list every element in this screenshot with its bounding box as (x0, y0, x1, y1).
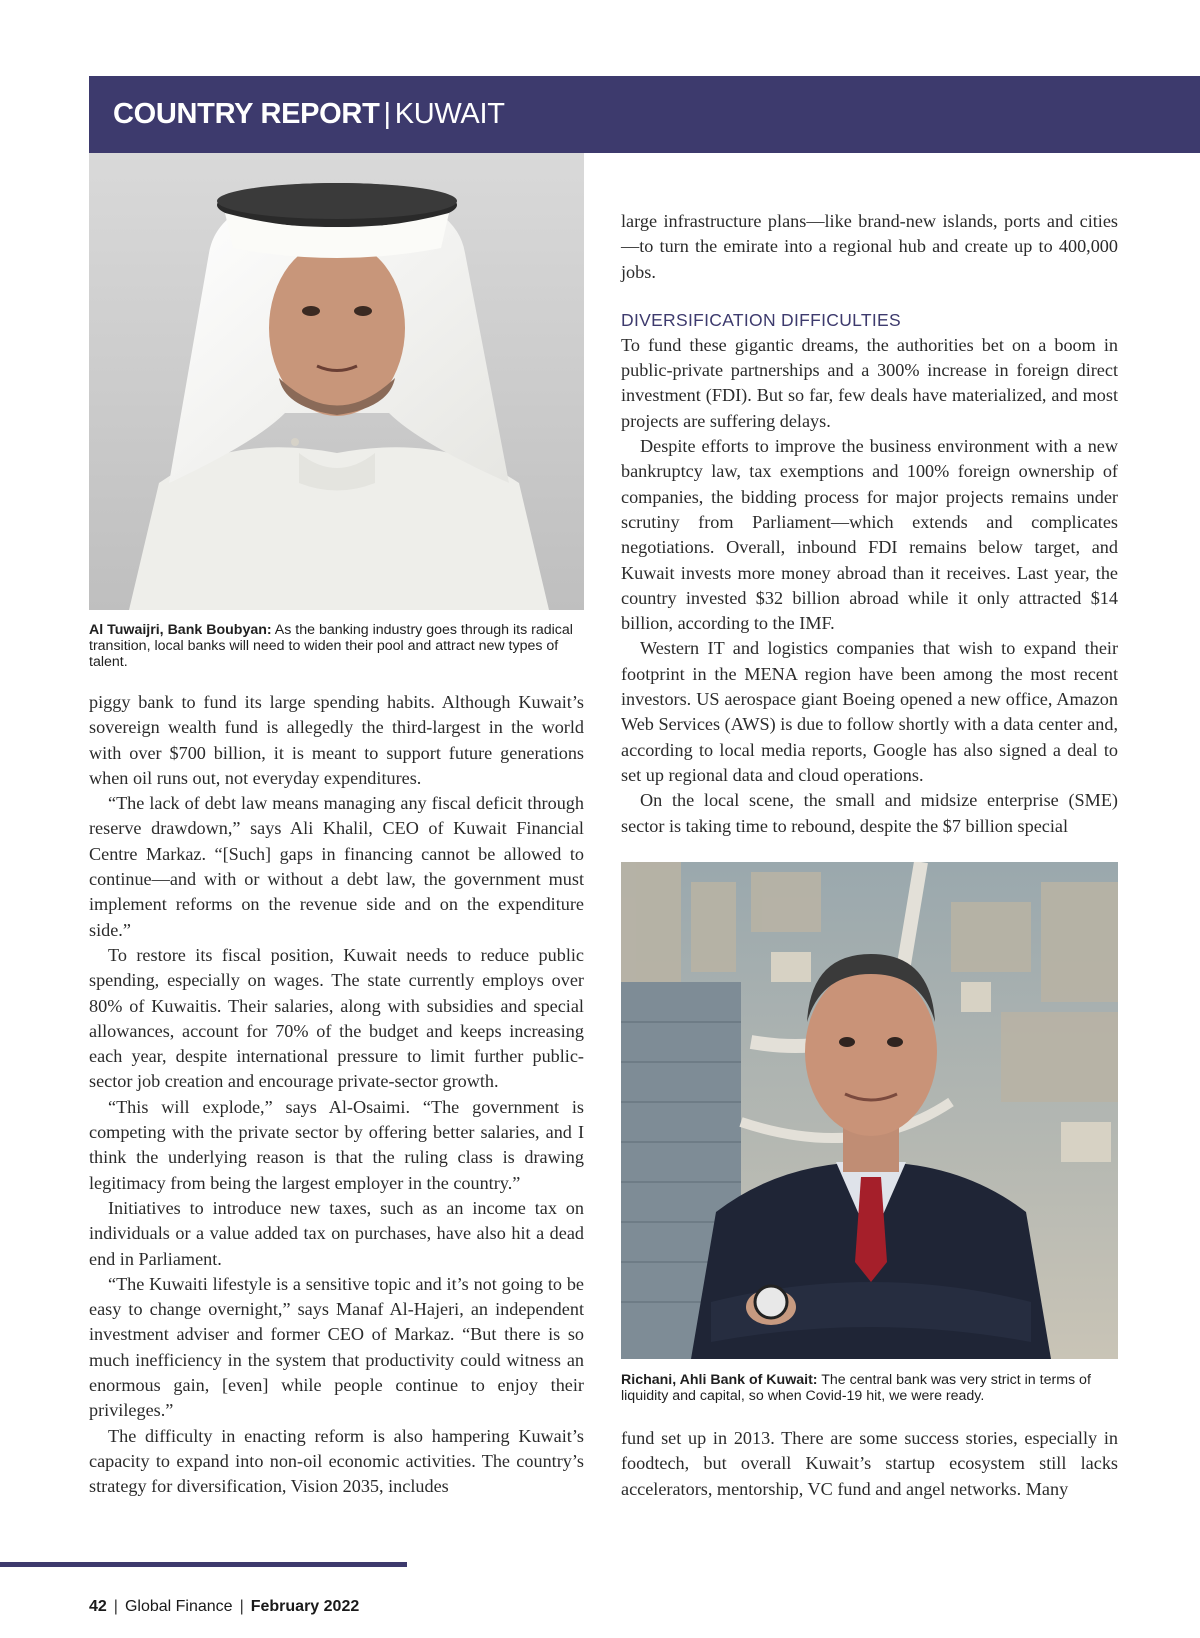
left-column (89, 690, 584, 1500)
banner-divider: | (383, 98, 391, 130)
page-number: 42 (89, 1598, 107, 1615)
body-paragraph: piggy bank to fund its large spending habits. Although Kuwait’s sovereign wealth fund is allegedly the third-largest in the world with over $700 billion, it is meant to support future generations when oil runs out, not everyday expenditures. (89, 692, 584, 788)
section-banner (89, 76, 1200, 153)
footer-divider: | (113, 1598, 118, 1615)
body-paragraph: On the local scene, the small and midsize enterprise (SME) sector is taking time to rebound, despite the $7 billion special (621, 790, 1118, 836)
body-paragraph: The difficulty in enacting reform is also hampering Kuwait’s capacity to expand into non-oil economic activities. The country’s strategy for diversification, Vision 2035, includes (89, 1425, 584, 1497)
body-paragraph: fund set up in 2013. There are some success stories, especially in foodtech, but overall Kuwait’s startup ecosystem still lacks accelerators, mentorship, VC fund and angel networks. Many (621, 1428, 1118, 1499)
body-paragraph: To restore its fiscal position, Kuwait needs to reduce public spending, especially on wages. The state currently employs over 80% of Kuwaitis. Their salaries, along with subsidies and special allowances, account for 70% of the budget and keeps increasing each year, despite international pressure to limit further public-sector job creation and encourage private-sector growth. (89, 944, 584, 1092)
section-title: COUNTRY REPORT (113, 98, 380, 130)
body-paragraph: Despite efforts to improve the business environment with a new bankruptcy law, tax exemptions and 100% foreign ownership of companies, the bidding process for major projects remains under scrutiny from Parliament—which extends and complicates negotiations. Overall, inbound FDI remains below target, and Kuwait invests more money abroad than it receives. Last year, the country invested $32 billion abroad while it only attracted $14 billion, according to the IMF. (621, 436, 1118, 634)
caption-text: As the banking industry goes through its radical transition, local banks will need to widen their pool and attract new types of talent. (89, 622, 573, 670)
caption-name: Richani, Ahli Bank of Kuwait: (621, 1372, 818, 1388)
caption-text: The central bank was very strict in terms of liquidity and capital, so when Covid-19 hit, we were ready. (621, 1372, 1091, 1404)
body-paragraph: “The Kuwaiti lifestyle is a sensitive topic and it’s not going to be easy to change overnight,” says Manaf Al-Hajeri, an independent investment adviser and former CEO of Markaz. “But there is so much inefficiency in the system that productivity could witness an enormous gain, [even] while people continue to enjoy their privileges.” (89, 1273, 584, 1421)
section-country: KUWAIT (394, 98, 505, 130)
publication-name: Global Finance (124, 1598, 233, 1615)
section-subhead: DIVERSIFICATION DIFFICULTIES (621, 309, 901, 330)
portrait-photo-richani (621, 862, 1118, 1359)
footer-divider: | (239, 1598, 244, 1615)
body-paragraph: Initiatives to introduce new taxes, such as an income tax on individuals or a value added tax on purchases, have also hit a dead end in Parliament. (89, 1197, 584, 1269)
caption-name: Al Tuwaijri, Bank Boubyan: (89, 622, 272, 638)
footer-rule (0, 1562, 407, 1567)
body-paragraph: Western IT and logistics companies that wish to expand their footprint in the MENA region have been among the most recent investors. US aerospace giant Boeing opened a new office, Amazon Web Services (AWS) is due to follow shortly with a data center and, according to local media reports, Google has also signed a deal to set up regional data and cloud operations. (621, 638, 1118, 785)
body-paragraph: “This will explode,” says Al-Osaimi. “The government is competing with the private sector by offering better salaries, and I think the underlying reason is that the ruling class is drawing legitimacy from being the largest employer in the country.” (89, 1096, 584, 1193)
photo-caption (621, 1372, 1118, 1404)
portrait-photo-al-tuwaijri (89, 153, 584, 610)
issue-date: February 2022 (250, 1598, 360, 1615)
body-paragraph: To fund these gigantic dreams, the authorities bet on a boom in public-private partnerships and a 300% increase in foreign direct investment (FDI). But so far, few deals have materialized, and most projects are suffering delays. (621, 334, 1118, 431)
page-footer (89, 1598, 359, 1616)
body-paragraph: “The lack of debt law means managing any fiscal deficit through reserve drawdown,” says Ali Khalil, CEO of Kuwait Financial Centre Markaz. “[Such] gaps in financing cannot be allowed to continue—and with or without a debt law, the government must implement reforms on the revenue side and on the expenditure side.” (89, 793, 584, 940)
right-column-bottom (621, 1426, 1118, 1502)
body-paragraph: large infrastructure plans—like brand-new islands, ports and cities—to turn the emirate into a regional hub and create up to 400,000 jobs. (621, 211, 1118, 282)
right-column-top (621, 209, 1118, 839)
photo-caption (89, 622, 584, 670)
